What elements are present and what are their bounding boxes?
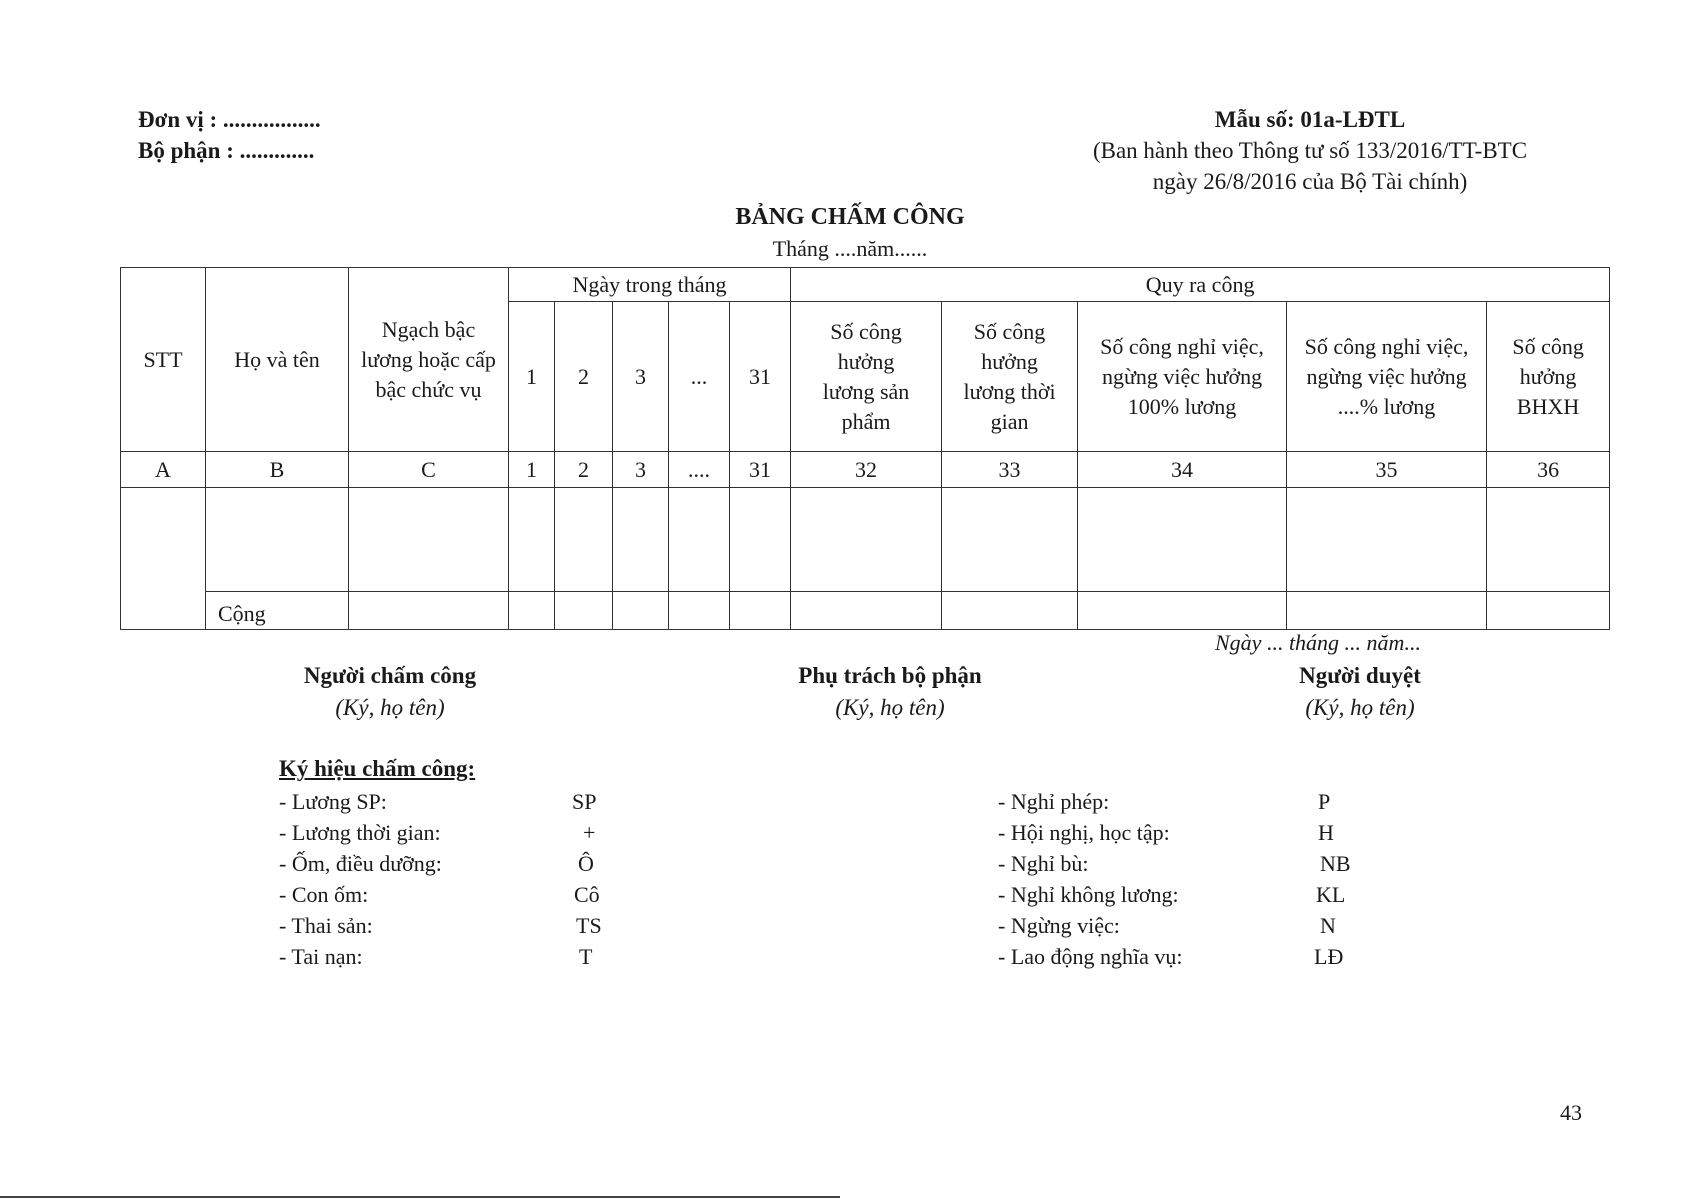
signature-role: Phụ trách bộ phận	[798, 663, 982, 688]
legend	[0, 786, 1696, 986]
empty-cell	[730, 592, 791, 630]
legend-code: LĐ	[1314, 944, 1344, 969]
code-cell: A	[121, 452, 206, 488]
header-grade: Ngạch bậc lương hoặc cấp bậc chức vụ	[349, 268, 509, 452]
legend-label: - Ngừng việc:	[998, 913, 1120, 938]
total-label: Cộng	[206, 592, 349, 630]
legend-code: T	[579, 944, 593, 969]
table-row	[121, 488, 1610, 592]
empty-cell	[121, 488, 206, 630]
table-header-row-1	[121, 268, 1610, 302]
unit-info	[138, 104, 321, 166]
empty-cell	[555, 592, 613, 630]
empty-cell	[669, 592, 730, 630]
signature-note: (Ký, họ tên)	[835, 695, 945, 720]
code-cell: B	[206, 452, 349, 488]
code-row	[121, 452, 1610, 488]
header-stt: STT	[121, 268, 206, 452]
signature-role: Người chấm công	[303, 663, 477, 688]
issued-line-2: ngày 26/8/2016 của Bộ Tài chính)	[1152, 169, 1468, 194]
header-quy-col: Số công nghỉ việc, ngừng việc hưởng ....% lương	[1287, 302, 1487, 452]
empty-cell	[1078, 592, 1287, 630]
code-cell: 1	[509, 452, 555, 488]
empty-cell	[1487, 592, 1610, 630]
legend-code: P	[1318, 789, 1331, 814]
document-subtitle: Tháng ....năm......	[772, 236, 928, 261]
header-quy-col: Số công hưởng lương thời gian	[942, 302, 1078, 452]
empty-cell	[349, 592, 509, 630]
header-quy-col: Số công hưởng lương sản phẩm	[791, 302, 942, 452]
legend-code: KL	[1316, 882, 1346, 907]
legend-label: - Lương SP:	[279, 789, 387, 814]
legend-label: - Lương thời gian:	[279, 820, 441, 845]
legend-label: - Hội nghị, học tập:	[998, 820, 1170, 845]
code-cell: 3	[613, 452, 669, 488]
signature-note: (Ký, họ tên)	[1305, 695, 1415, 720]
code-cell: 32	[791, 452, 942, 488]
header-quy-col: Số công hưởng BHXH	[1487, 302, 1610, 452]
empty-cell	[942, 592, 1078, 630]
signature-block	[1210, 660, 1510, 724]
dept-label: Bộ phận : .............	[138, 138, 315, 163]
legend-code: TS	[576, 913, 602, 938]
empty-cell	[509, 488, 555, 592]
signature-note: (Ký, họ tên)	[335, 695, 445, 720]
empty-cell	[1287, 592, 1487, 630]
signature-role: Người duyệt	[1299, 663, 1421, 688]
form-number: Mẫu số: 01a-LĐTL	[1214, 107, 1406, 132]
code-cell: C	[349, 452, 509, 488]
empty-cell	[613, 592, 669, 630]
empty-cell	[1487, 488, 1610, 592]
unit-label: Đơn vị : .................	[138, 107, 321, 132]
header-name: Họ và tên	[206, 268, 349, 452]
legend-code: +	[583, 820, 596, 845]
legend-code: N	[1320, 913, 1336, 938]
empty-cell	[791, 488, 942, 592]
legend-label: - Nghỉ bù:	[998, 851, 1089, 876]
header-quy-group: Quy ra công	[791, 268, 1610, 302]
signature-block	[240, 660, 540, 724]
header-day: 1	[509, 302, 555, 452]
empty-cell	[509, 592, 555, 630]
empty-cell	[206, 488, 349, 592]
code-cell: 36	[1487, 452, 1610, 488]
issued-line-1: (Ban hành theo Thông tư số 133/2016/TT-BTC	[1092, 138, 1528, 163]
legend-code: Ô	[578, 851, 594, 876]
legend-label: - Lao động nghĩa vụ:	[998, 944, 1183, 969]
legend-label: - Con ốm:	[279, 882, 369, 907]
code-cell: 34	[1078, 452, 1287, 488]
header-day: 2	[555, 302, 613, 452]
legend-code: Cô	[574, 882, 600, 907]
empty-cell	[555, 488, 613, 592]
empty-cell	[349, 488, 509, 592]
header-day: 31	[730, 302, 791, 452]
empty-cell	[1078, 488, 1287, 592]
legend-label: - Nghỉ không lương:	[998, 882, 1179, 907]
empty-cell	[791, 592, 942, 630]
header-quy-col: Số công nghỉ việc, ngừng việc hưởng 100% lương	[1078, 302, 1287, 452]
signature-block	[740, 660, 1040, 724]
code-cell: ....	[669, 452, 730, 488]
attendance-table	[120, 267, 1610, 630]
legend-label: - Nghỉ phép:	[998, 789, 1110, 814]
header-day: 3	[613, 302, 669, 452]
legend-title: Ký hiệu chấm công:	[279, 756, 476, 781]
code-cell: 35	[1287, 452, 1487, 488]
total-row	[121, 592, 1610, 630]
empty-cell	[942, 488, 1078, 592]
empty-cell	[1287, 488, 1487, 592]
form-info	[1030, 104, 1590, 197]
empty-cell	[613, 488, 669, 592]
legend-label: - Tai nạn:	[279, 944, 363, 969]
legend-label: - Ốm, điều dưỡng:	[279, 851, 442, 876]
code-cell: 33	[942, 452, 1078, 488]
code-cell: 2	[555, 452, 613, 488]
empty-cell	[669, 488, 730, 592]
legend-label: - Thai sản:	[279, 913, 373, 938]
document-title: BẢNG CHẤM CÔNG	[735, 204, 965, 230]
bottom-rule	[0, 1196, 840, 1198]
code-cell: 31	[730, 452, 791, 488]
page-number: 43	[1560, 1100, 1582, 1125]
header-days-group: Ngày trong tháng	[509, 268, 791, 302]
legend-code: H	[1318, 820, 1334, 845]
empty-cell	[730, 488, 791, 592]
date-line: Ngày ... tháng ... năm...	[1215, 630, 1421, 655]
legend-code: NB	[1320, 851, 1351, 876]
legend-code: SP	[572, 789, 597, 814]
header-day: ...	[669, 302, 730, 452]
